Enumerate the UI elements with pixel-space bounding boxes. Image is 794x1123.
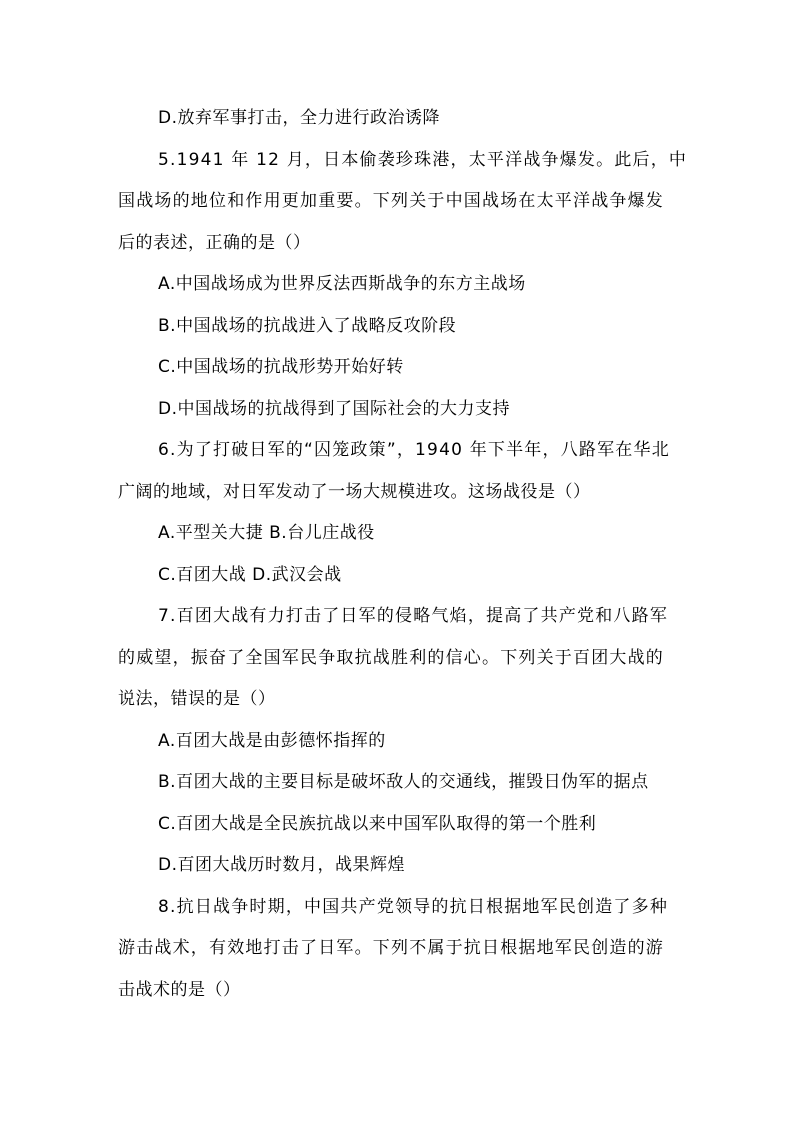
q5-option-c: C.中国战场的抗战形势开始好转 (158, 357, 404, 377)
q6-stem-line-1: 6.为了打破日军的“囚笼政策”，1940 年下半年，八路军在华北 (158, 440, 670, 460)
q7-stem-line-2: 的威望，振奋了全国军民争取抗战胜利的信心。下列关于百团大战的 (118, 648, 664, 668)
q7-option-a: A.百团大战是由彭德怀指挥的 (158, 731, 386, 751)
q4-option-d: D.放弃军事打击，全力进行政治诱降 (158, 108, 440, 128)
q5-stem-line-1: 5.1941 年 12 月，日本偷袭珍珠港，太平洋战争爆发。此后，中 (158, 150, 688, 170)
q5-option-b: B.中国战场的抗战进入了战略反攻阶段 (158, 316, 457, 336)
q5-option-d: D.中国战场的抗战得到了国际社会的大力支持 (158, 399, 510, 419)
q8-stem-line-1: 8.抗日战争时期，中国共产党领导的抗日根据地军民创造了多种 (158, 897, 669, 917)
q5-option-a: A.中国战场成为世界反法西斯战争的东方主战场 (158, 274, 526, 294)
q6-stem-line-2: 广阔的地域，对日军发动了一场大规模进攻。这场战役是（） (118, 482, 591, 502)
q7-option-d: D.百团大战历时数月，战果辉煌 (158, 855, 405, 875)
q7-stem-line-3: 说法，错误的是（） (118, 689, 276, 709)
q5-stem-line-2: 国战场的地位和作用更加重要。下列关于中国战场在太平洋战争爆发 (118, 191, 664, 211)
q8-stem-line-2: 游击战术，有效地打击了日军。下列不属于抗日根据地军民创造的游 (118, 938, 664, 958)
q6-options-ab: A.平型关大捷 B.台儿庄战役 (158, 523, 375, 543)
q7-stem-line-1: 7.百团大战有力打击了日军的侵略气焰，提高了共产党和八路军 (158, 606, 669, 626)
q7-option-c: C.百团大战是全民族抗战以来中国军队取得的第一个胜利 (158, 814, 597, 834)
q7-option-b: B.百团大战的主要目标是破坏敌人的交通线，摧毁日伪军的据点 (158, 772, 649, 792)
q5-stem-line-3: 后的表述，正确的是（） (118, 233, 311, 253)
q6-options-cd: C.百团大战 D.武汉会战 (158, 565, 342, 585)
q8-stem-line-3: 击战术的是（） (118, 980, 241, 1000)
